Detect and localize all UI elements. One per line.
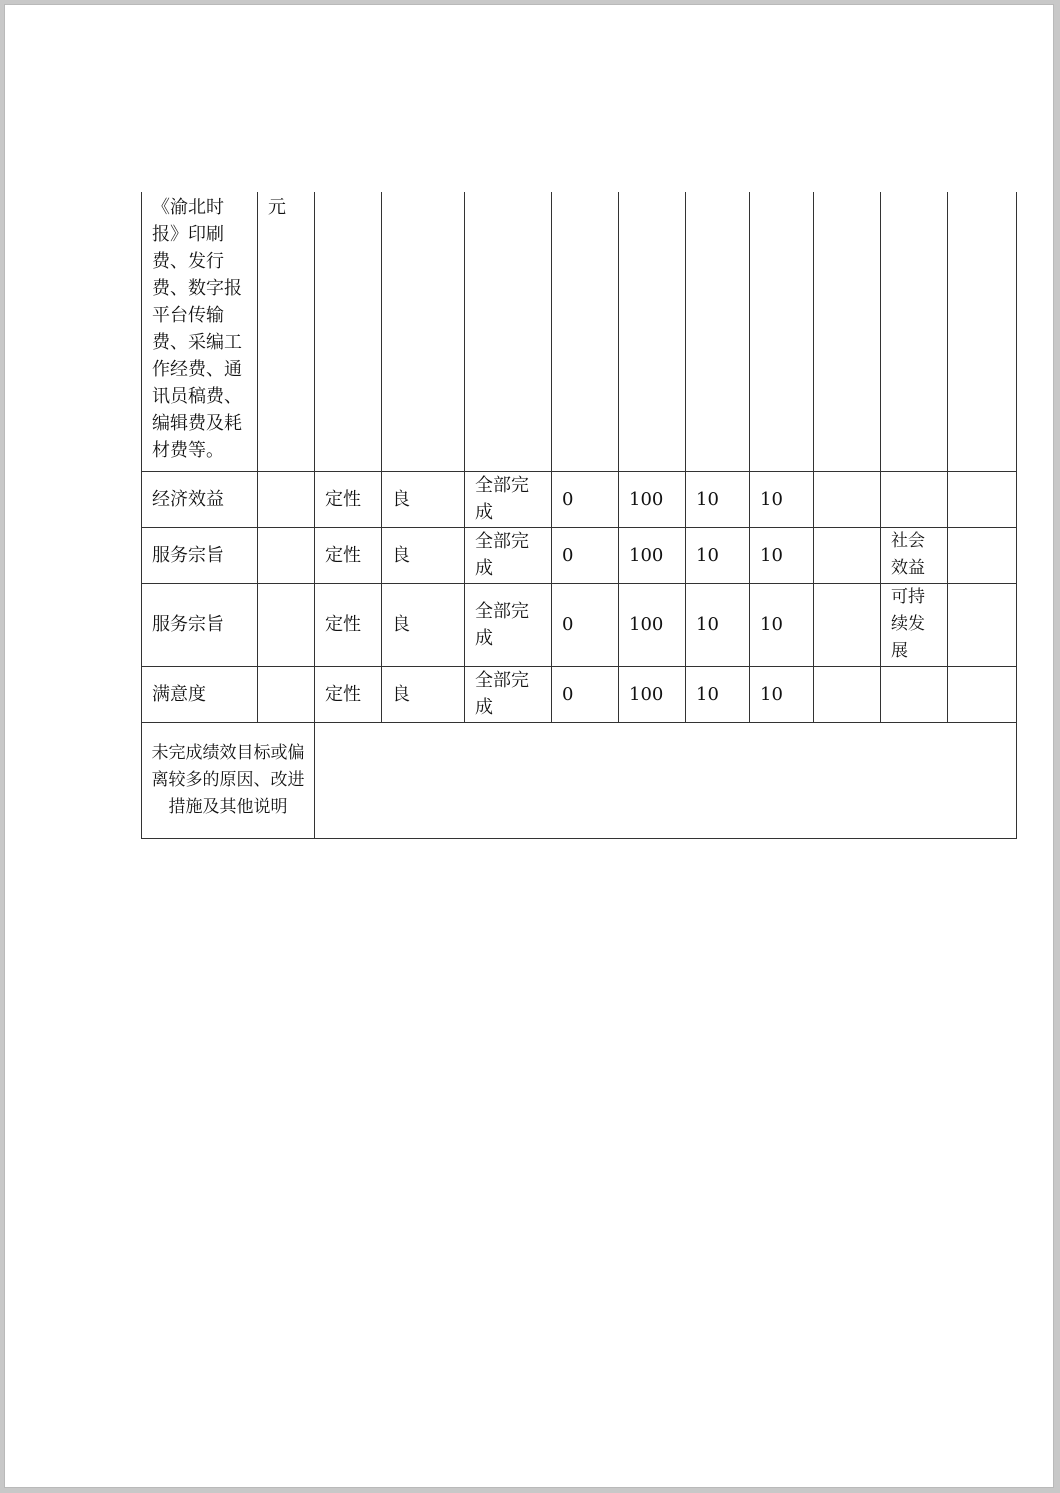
- table-cell: [619, 192, 686, 471]
- target-cell: 良: [382, 666, 465, 722]
- value-cell: 10: [750, 583, 814, 666]
- remark-cell: [881, 666, 948, 722]
- note-label-cell: 未完成绩效目标或偏离较多的原因、改进措施及其他说明: [142, 722, 315, 838]
- target-cell: 良: [382, 583, 465, 666]
- table-cell: [552, 192, 619, 471]
- value-cell: 100: [619, 471, 686, 527]
- type-cell: 定性: [315, 666, 382, 722]
- unit-cell: 元: [258, 192, 315, 471]
- table-cell: [881, 192, 948, 471]
- table-cell: [814, 583, 881, 666]
- value-cell: 0: [552, 583, 619, 666]
- type-cell: 定性: [315, 583, 382, 666]
- table-cell: [258, 666, 315, 722]
- table-row: [142, 192, 1017, 471]
- indicator-cell: 经济效益: [142, 471, 258, 527]
- table-cell: [750, 192, 814, 471]
- table-cell: [948, 666, 1017, 722]
- indicator-cell: 满意度: [142, 666, 258, 722]
- table-cell: [258, 471, 315, 527]
- table-cell: [382, 192, 465, 471]
- document-page: [4, 4, 1054, 1488]
- table-row: [142, 722, 1017, 838]
- value-cell: 100: [619, 666, 686, 722]
- table-cell: [814, 192, 881, 471]
- value-cell: 10: [686, 527, 750, 583]
- indicator-content-cell: 《渝北时报》印刷费、发行费、数字报平台传输费、采编工作经费、通讯员稿费、编辑费及耗材费等。: [142, 192, 258, 471]
- table-cell: [686, 192, 750, 471]
- table-cell: [948, 583, 1017, 666]
- actual-cell: 全部完成: [465, 583, 552, 666]
- remark-cell: [881, 471, 948, 527]
- value-cell: 10: [686, 583, 750, 666]
- value-cell: 0: [552, 666, 619, 722]
- actual-cell: 全部完成: [465, 527, 552, 583]
- table-cell: [948, 527, 1017, 583]
- table-cell: [465, 192, 552, 471]
- performance-table: [141, 192, 1017, 839]
- table-row: [142, 666, 1017, 722]
- value-cell: 10: [686, 471, 750, 527]
- value-cell: 10: [750, 471, 814, 527]
- table-cell: [948, 471, 1017, 527]
- type-cell: 定性: [315, 527, 382, 583]
- table-row: [142, 583, 1017, 666]
- indicator-cell: 服务宗旨: [142, 583, 258, 666]
- type-cell: 定性: [315, 471, 382, 527]
- table-cell: [814, 666, 881, 722]
- value-cell: 10: [750, 666, 814, 722]
- actual-cell: 全部完成: [465, 471, 552, 527]
- remark-cell: 社会效益: [881, 527, 948, 583]
- indicator-cell: 服务宗旨: [142, 527, 258, 583]
- table-cell: [948, 192, 1017, 471]
- table-cell: [258, 583, 315, 666]
- table-row: [142, 471, 1017, 527]
- value-cell: 0: [552, 471, 619, 527]
- value-cell: 100: [619, 527, 686, 583]
- note-value-cell: [315, 722, 1017, 838]
- table-cell: [814, 471, 881, 527]
- target-cell: 良: [382, 527, 465, 583]
- target-cell: 良: [382, 471, 465, 527]
- table-cell: [258, 527, 315, 583]
- value-cell: 10: [750, 527, 814, 583]
- table-cell: [315, 192, 382, 471]
- value-cell: 10: [686, 666, 750, 722]
- value-cell: 0: [552, 527, 619, 583]
- value-cell: 100: [619, 583, 686, 666]
- actual-cell: 全部完成: [465, 666, 552, 722]
- table-row: [142, 527, 1017, 583]
- table-cell: [814, 527, 881, 583]
- remark-cell: 可持续发展: [881, 583, 948, 666]
